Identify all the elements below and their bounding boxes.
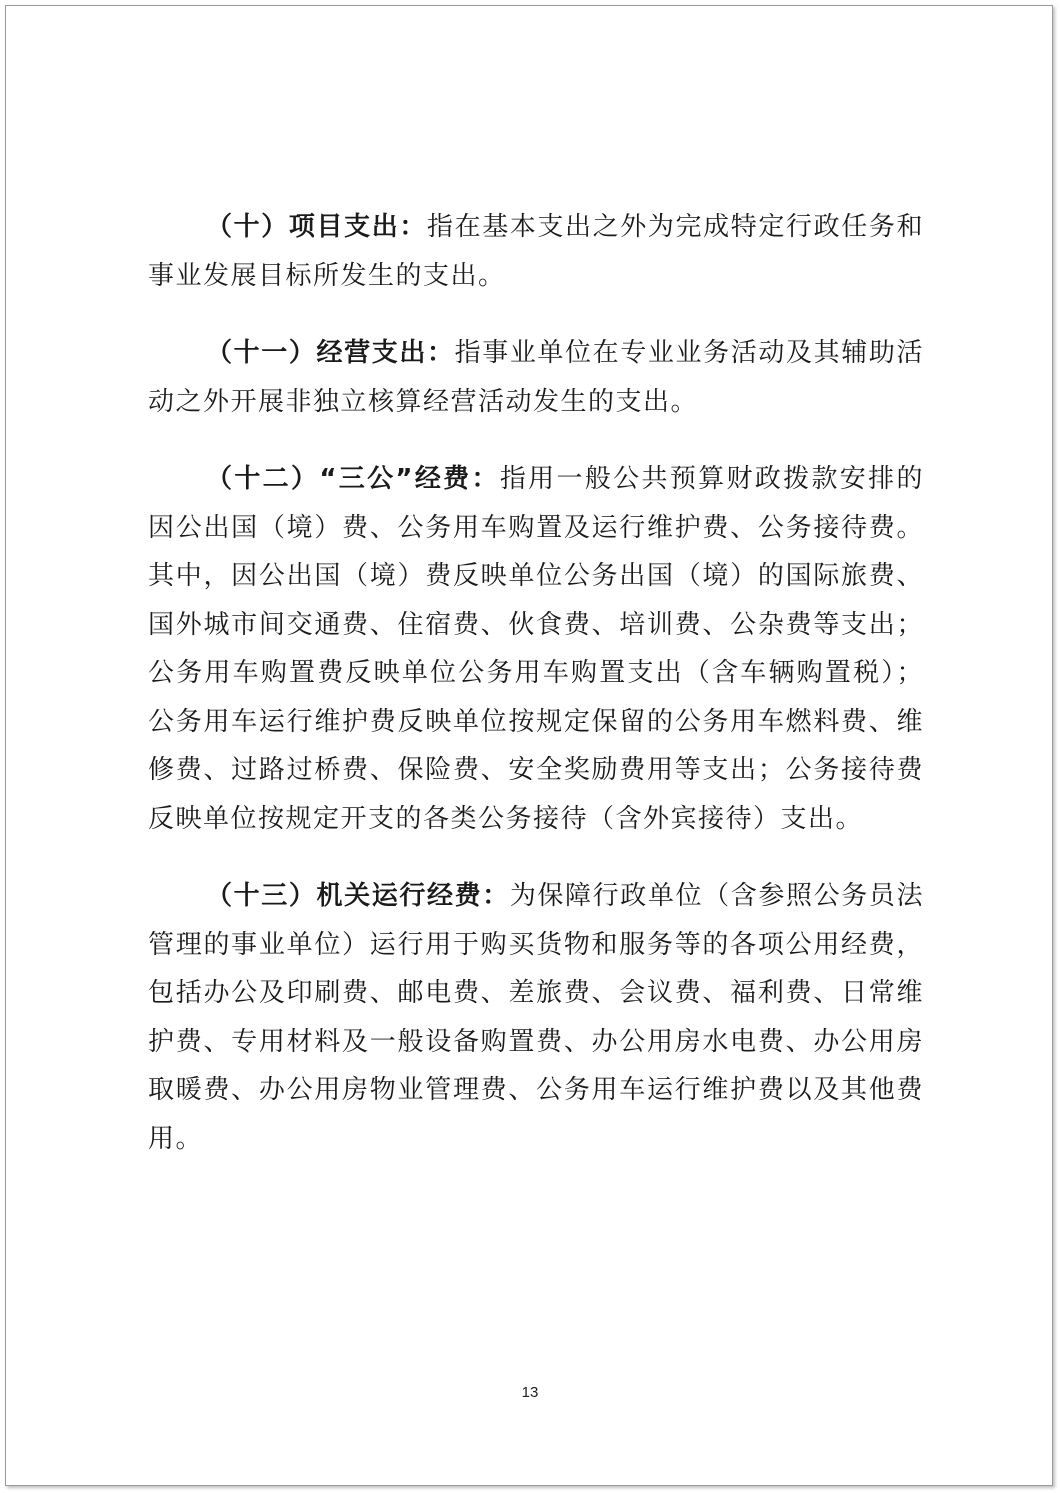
paragraph-body: 为保障行政单位（含参照公务员法管理的事业单位）运行用于购买货物和服务等的各项公用经费，包括办公及印刷费、邮电费、差旅费、会议费、福利费、日常维护费、专用材料及一般设备购置费、办公用房水电费、办公用房取暖费、办公用房物业管理费、公务用车运行维护费以及其他费用。 <box>148 881 924 1154</box>
paragraph-body: 指事业单位在专业业务活动及其辅助活动之外开展非独立核算经营活动发生的支出。 <box>148 338 924 417</box>
page-content <box>148 203 924 1192</box>
paragraph-project-expenditure <box>148 203 924 300</box>
paragraph-heading: （十）项目支出： <box>206 212 427 242</box>
paragraph-body: 指用一般公共预算财政拨款安排的因公出国（境）费、公务用车购置及运行维护费、公务接待费。其中，因公出国（境）费反映单位公务出国（境）的国际旅费、国外城市间交通费、住宿费、伙食费、培训费、公杂费等支出；公务用车购置费反映单位公务用车购置支出（含车辆购置税）；公务用车运行维护费反映单位按规定保留的公务用车燃料费、维修费、过路过桥费、保险费、安全奖励费用等支出；公务接待费反映单位按规定开支的各类公务接待（含外宾接待）支出。 <box>148 464 924 834</box>
paragraph-heading: （十二）“三公”经费： <box>206 464 500 494</box>
paragraph-heading: （十三）机关运行经费： <box>206 881 510 911</box>
document-page <box>5 5 1053 1486</box>
paragraph-agency-operating-funds <box>148 872 924 1163</box>
paragraph-three-public-expenses <box>148 455 924 843</box>
paragraph-operating-expenditure <box>148 329 924 426</box>
paragraph-heading: （十一）经营支出： <box>206 338 455 368</box>
page-number: 13 <box>521 1384 539 1401</box>
paragraph-body: 指在基本支出之外为完成特定行政任务和事业发展目标所发生的支出。 <box>148 212 924 291</box>
